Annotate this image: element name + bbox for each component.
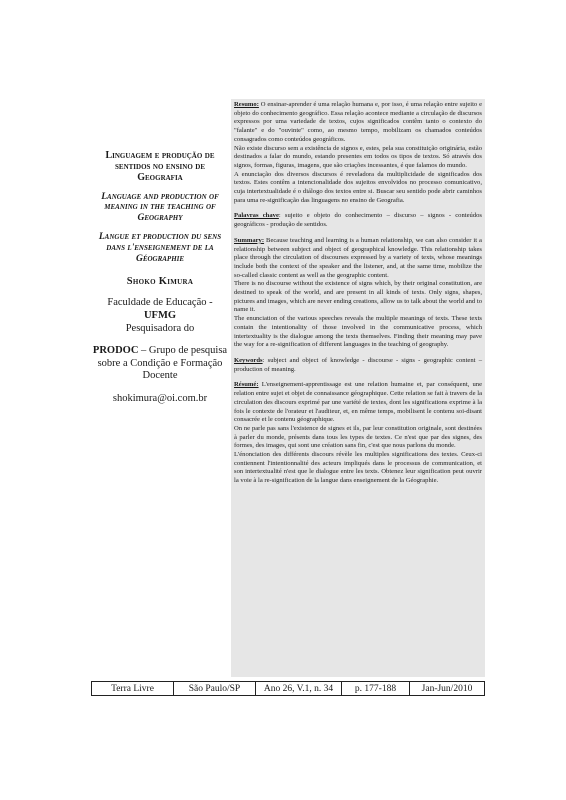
author-email: shokimura@oi.com.br (112, 392, 208, 404)
abstract-french (234, 381, 482, 485)
footer-volume: Ano 26, V.1, n. 34 (256, 682, 342, 695)
title-portuguese: Linguagem e produção de sentidos no ensino de Geografia (105, 150, 215, 184)
abstract-portuguese (234, 101, 482, 205)
keywords-english (234, 357, 482, 374)
resume-paragraph-2: On ne parle pas sans l'existence de signes et ils, par leur constitution originale, sont destinées à parler du monde, présents dans tous les types de textes. Ce n'est que par des signes, des formes, des images, qui sont une création sans fin, c'est que nous parlons du monde. (234, 424, 482, 450)
resumo-paragraph-3: A enunciação dos diversos discursos é reveladora da multiplicidade de significados dos textos. Estes contêm a intencionalidade dos sujeitos envolvidos no processo comunicativo, cuja intertextualidade é o diálogo dos textos entre si. Buscar seu sentido pode abrir caminhos para uma re-significação das linguagens no ensino de Geografia. (234, 170, 482, 204)
keywords-text: : subject and object of knowledge - discourse - signs - geographic content – production of meaning. (234, 356, 482, 373)
author-name: Shoko Kimura (126, 276, 194, 288)
affiliation-university: UFMG (143, 309, 177, 321)
footer-date: Jan-Jun/2010 (421, 683, 473, 694)
affiliation-role: Pesquisadora do (125, 322, 195, 334)
research-group-acronym: PRODOC (92, 345, 139, 357)
summary-label: Summary: (234, 236, 265, 244)
keywords-label: Keywords (234, 356, 263, 364)
research-group (92, 345, 228, 383)
palavras-chave-label: Palavras chave (234, 212, 279, 220)
resumo-paragraph-1: O ensinar-aprender é uma relação humana e, por isso, é uma relação entre sujeito e objeto do conhecimento geográfico. Essa relação acontece mediante a circulação de discursos expressos por uma variedade de textos, cujos significados contêm tanto o contexto do "falante" e do "ouvinte" como, ao mesmo tempo, mobilizam os chamados conteúdos consagrados como conteúdos geográficos. (234, 101, 482, 143)
title-french: Langue et production du sens dans l'enseignement de la Géographie (98, 232, 222, 264)
summary-paragraph-2: There is no discourse without the existence of signs which, by their original constitution, are destined to speak of the world, and are present in all kinds of texts. Only signs, shapes, pictures and images, which are never ending creations, allow us to talk about the world and to name it. (234, 280, 482, 314)
summary-paragraph-3: The enunciation of the various speeches reveals the multiple meanings of texts. These texts contain the intentionality of those involved in the communicative process, which intertextuality is the dialogue among the texts themselves. Finding their meaning may pave the way for a re-signification of different languages in the teaching of geography. (234, 315, 482, 349)
resume-label: Résumé: (234, 381, 259, 389)
resumo-label: Resumo: (234, 101, 259, 108)
resumo-paragraph-2: Não existe discurso sem a existência de signos e, estes, pela sua constituição originária, estão destinados a falar do mundo, estando presentes em todos os tipos de textos. Só através dos signos, formas, figuras, imagens, que são criações incessantes, é que falamos do mundo. (234, 144, 482, 169)
palavras-chave-text: : sujeito e objeto do conhecimento – discurso – signos - conteúdos geográficos - produção de sentidos. (234, 212, 482, 229)
keywords-portuguese (234, 212, 482, 229)
footer-city: São Paulo/SP (174, 682, 256, 695)
title-english: Language and production of meaning in the teaching of Geography (101, 191, 219, 223)
author-affiliation (92, 297, 228, 335)
journal-footer (91, 681, 485, 696)
summary-paragraph-1: Because teaching and learning is a human relationship, we can also consider it a relationship between subject and object of geographical knowledge. This relationship takes place through the circulation of discourses expressed by a variety of texts, whose meanings include both the context of the speaker and the listener, and, at the same time, mobilize the so-called classic content as well as the geographic content. (234, 236, 482, 279)
resume-paragraph-3: L'énonciation des différents discours révèle les multiples significations des textes. Ceux-ci contiennent l'intentionnalité des acteurs impliqués dans le processus de communication, et son intertextualité n'est que le dialogue entre les texts. Obtenez leur signification peut ouvrir la voie à la re-signification de la langue dans enseignement de la Géographie. (234, 451, 482, 485)
abstracts-panel (231, 99, 485, 677)
abstract-english (234, 237, 482, 350)
footer-pages: p. 177-188 (342, 682, 410, 695)
title-author-column (92, 150, 228, 404)
footer-journal: Terra Livre (92, 682, 174, 695)
research-group-description: – Grupo de pesquisa sobre a Condição e Formação Docente (97, 345, 228, 382)
resume-paragraph-1: L'enseignement-apprentissage est une relation humaine et, par conséquent, une relation entre sujet et objet de connaissance géographique. Cette relation se fait à travers de la circulation des discours exprimé par une variété de textes, dont les significations exprime à la fois le contexte de l'orateur et l'auditeur, et, en même temps, mobilisent le contenu soi-disant consacrée et le contenu géographique. (234, 381, 482, 424)
affiliation-faculty: Faculdade de Educação - (107, 297, 213, 309)
